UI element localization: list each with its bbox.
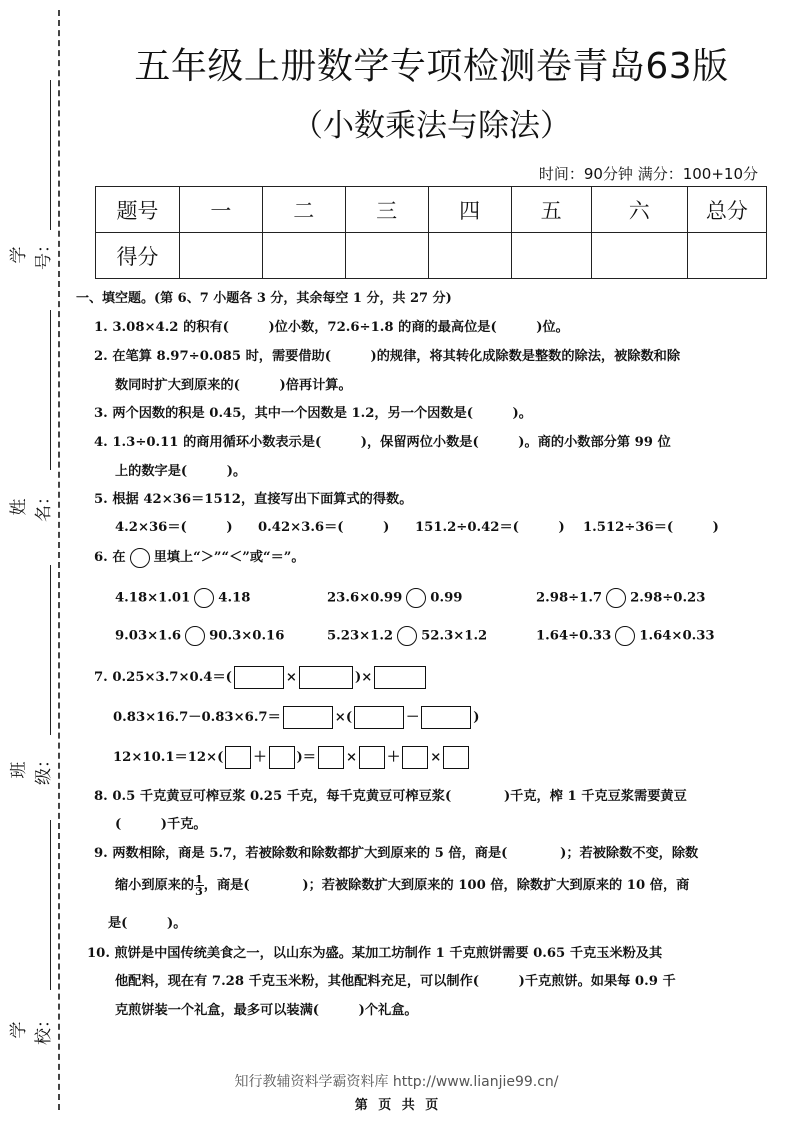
q6-compare [115,588,250,608]
times-sign: × [430,750,442,765]
school-field [9,820,54,1045]
question-10 [87,942,662,961]
compare-right: 52.3×1.2 [421,628,488,644]
question-text: 两个因数的积是 0.45，其中一个因数是 1.2，另一个因数是( )。 [112,406,532,421]
question-number: 5. [94,492,108,507]
question-8 [94,785,687,804]
question-text: 0.83×16.7－0.83×6.7＝ [113,710,281,725]
question-text: 0.25×3.7×0.4＝( [112,670,232,685]
question-text: 根据 42×36＝1512，直接写出下面算式的得数。 [112,492,413,507]
page-number: 第 页 共 页 [354,1098,439,1113]
compare-circle[interactable] [406,588,426,608]
question-7-line-2 [113,706,480,729]
score-table-header-row [96,187,767,233]
score-cell[interactable] [179,233,262,279]
student-id-line[interactable] [50,80,51,230]
score-header-cell: 一 [179,187,262,233]
q6-compare [115,626,284,646]
paren: ) [354,670,362,685]
name-label: 姓名： [9,488,54,522]
class-label: 班级： [9,751,54,785]
question-8-cont: ( )千克。 [115,817,207,832]
q5-item: 1.512÷36＝( ) [583,520,719,535]
question-text: 3.08×4.2 的积有( )位小数，72.6÷1.8 的商的最高位是( )位。 [112,320,569,335]
answer-box[interactable] [318,746,344,769]
question-1 [94,316,569,335]
equals-sign: ＝ [302,750,316,765]
school-line[interactable] [50,820,51,990]
compare-circle[interactable] [615,626,635,646]
question-9-cont [115,874,689,897]
question-text: 两数相除，商是 5.7，若被除数和除数都扩大到原来的 5 倍，商是( )；若被除数不变，除数 [112,846,699,861]
question-number: 10. [87,946,110,961]
compare-right: 90.3×0.16 [209,628,285,644]
question-text: 1.3÷0.11 的商用循环小数表示是( )，保留两位小数是( )。商的小数部分第 99 位 [112,435,671,450]
compare-left: 23.6×0.99 [327,590,403,606]
question-number: 2. [94,349,108,364]
question-text: 12×10.1＝12×( [113,750,224,765]
compare-circle[interactable] [606,588,626,608]
answer-box[interactable] [225,746,251,769]
answer-box[interactable] [402,746,428,769]
question-6 [94,546,305,568]
compare-circle[interactable] [185,626,205,646]
question-text: ，商是( )；若被除数扩大到原来的 100 倍，除数扩大到原来的 10 倍，商 [203,878,690,893]
question-9-cont: 是( )。 [108,916,187,931]
answer-box[interactable] [374,666,426,689]
question-10-cont: 他配料，现在有 7.28 千克玉米粉，其他配料充足，可以制作( )千克煎饼。如果每 0.9 千 [115,974,676,989]
compare-left: 5.23×1.2 [327,628,394,644]
name-line[interactable] [50,310,51,470]
q5-item: 151.2÷0.42＝( ) [415,520,565,535]
student-id-field [9,80,54,270]
answer-box[interactable] [421,706,471,729]
q6-compare [536,588,705,608]
score-header-cell: 三 [345,187,428,233]
question-7-line-3 [113,746,471,769]
paren: ) [296,750,303,765]
question-number: 3. [94,406,108,421]
time-info: 时间：90分钟 满分：100+10分 [538,165,758,183]
question-3 [94,402,532,421]
compare-left: 9.03×1.6 [115,628,182,644]
fraction [194,874,204,897]
circle-blank-icon [130,548,150,568]
score-table [95,186,767,279]
compare-circle[interactable] [194,588,214,608]
score-header-cell: 四 [428,187,511,233]
question-2-cont: 数同时扩大到原来的( )倍再计算。 [115,378,352,393]
times-sign: × [334,710,346,725]
compare-left: 1.64÷0.33 [536,628,612,644]
school-label: 学校： [9,1011,54,1045]
times-sign: × [285,670,297,685]
answer-box[interactable] [283,706,333,729]
page-subtitle: （小数乘法与除法） [292,108,571,144]
score-cell[interactable] [591,233,687,279]
compare-left: 4.18×1.01 [115,590,191,606]
score-header-cell: 六 [591,187,687,233]
name-field [9,310,54,522]
question-2 [94,345,680,364]
times-sign: × [361,670,373,685]
score-header-cell: 题号 [96,187,180,233]
score-cell[interactable] [511,233,591,279]
question-7 [94,666,428,689]
plus-sign: ＋ [253,750,267,765]
question-number: 8. [94,789,108,804]
score-table-score-row [96,233,767,279]
score-row-label: 得分 [96,233,180,279]
question-text: 0.5 千克黄豆可榨豆浆 0.25 千克，每千克黄豆可榨豆浆( )千克，榨 1 千克豆浆需要黄豆 [112,789,687,804]
q5-item: 4.2×36＝( ) [115,520,233,535]
fraction-denominator: 3 [195,885,203,898]
class-field [9,565,54,785]
section-title: 一、填空题。(第 6、7 小题各 3 分，其余每空 1 分，共 27 分) [76,291,452,306]
score-cell[interactable] [428,233,511,279]
score-header-cell: 总分 [687,187,766,233]
question-4-cont: 上的数字是( )。 [115,464,247,479]
question-text: 在笔算 8.97÷0.085 时，需要借助( )的规律，将其转化成除数是整数的除法，被除数和除 [112,349,681,364]
answer-box[interactable] [443,746,469,769]
score-cell[interactable] [262,233,345,279]
score-cell[interactable] [345,233,428,279]
question-10-cont: 克煎饼装一个礼盒，最多可以装满( )个礼盒。 [115,1003,418,1018]
student-id-label: 学号： [9,236,54,270]
plus-sign: ＋ [387,750,401,765]
question-text: 煎饼是中国传统美食之一，以山东为盛。某加工坊制作 1 千克煎饼需要 0.65 千克玉米粉及其 [114,946,663,961]
q6-compare [536,626,715,646]
q5-item: 0.42×3.6＝( ) [258,520,390,535]
question-4 [94,431,671,450]
compare-right: 4.18 [218,590,251,606]
score-cell[interactable] [687,233,766,279]
cut-line [58,10,60,1110]
question-text: 缩小到原来的 [115,878,195,893]
watermark-link: 知行教辅资料学霸资料库 http://www.lianjie99.cn/ [234,1074,559,1090]
question-text: 里填上“＞”“＜”或“＝”。 [153,550,305,565]
page-title: 五年级上册数学专项检测卷青岛63版 [134,46,729,87]
answer-box[interactable] [269,746,295,769]
question-number: 9. [94,846,108,861]
compare-right: 1.64×0.33 [639,628,715,644]
question-number: 1. [94,320,108,335]
question-number: 7. [94,670,108,685]
answer-box[interactable] [299,666,353,689]
question-5 [94,488,412,507]
compare-right: 2.98÷0.23 [630,590,706,606]
minus-sign: － [406,710,420,725]
compare-left: 2.98÷1.7 [536,590,603,606]
paren: ( [345,710,353,725]
score-header-cell: 二 [262,187,345,233]
class-line[interactable] [50,565,51,735]
q6-compare [327,626,487,646]
question-number: 4. [94,435,108,450]
compare-right: 0.99 [430,590,463,606]
fraction-numerator: 1 [195,873,203,886]
question-9 [94,842,698,861]
question-text: 在 [112,550,126,565]
answer-box[interactable] [354,706,404,729]
times-sign: × [345,750,358,765]
answer-box[interactable] [359,746,385,769]
paren: ) [473,710,480,725]
q6-compare [327,588,462,608]
compare-circle[interactable] [397,626,417,646]
score-header-cell: 五 [511,187,591,233]
answer-box[interactable] [234,666,284,689]
question-number: 6. [94,550,108,565]
